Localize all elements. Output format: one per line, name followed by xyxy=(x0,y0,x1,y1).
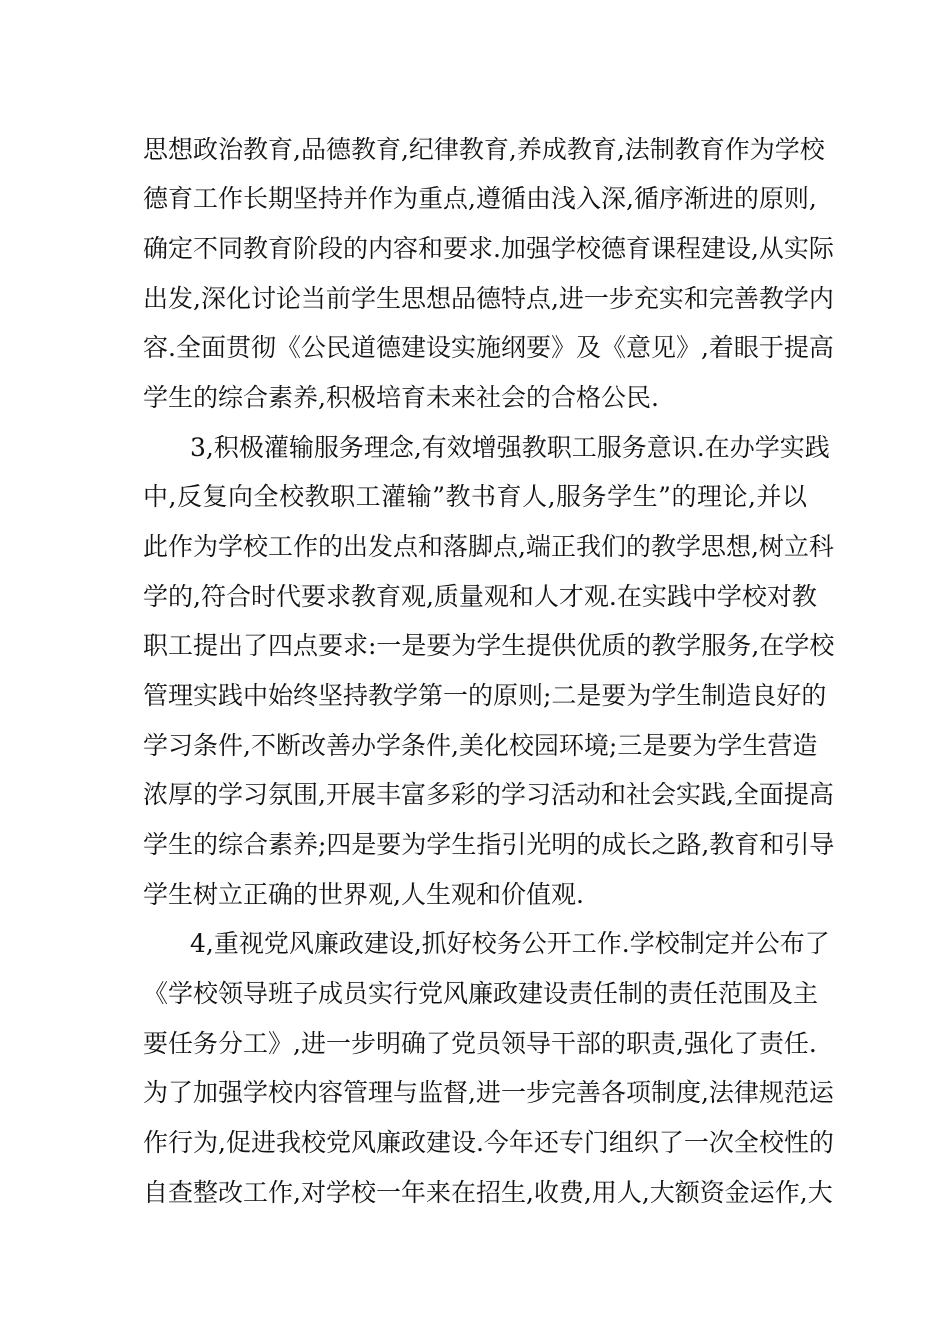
text-line: 作行为,促进我校党风廉政建设.今年还专门组织了一次全校性的 xyxy=(143,1128,834,1157)
text-line: 思想政治教育,品德教育,纪律教育,养成教育,法制教育作为学校 xyxy=(143,135,825,164)
text-line: 出发,深化讨论当前学生思想品德特点,进一步充实和完善教学内 xyxy=(143,284,834,313)
text-line: 学生的综合素养,积极培育未来社会的合格公民. xyxy=(143,383,659,412)
text-line: 学生的综合素养;四是要为学生指引光明的成长之路,教育和引导 xyxy=(143,830,835,859)
text-line: 学生树立正确的世界观,人生观和价值观. xyxy=(143,880,584,909)
paragraph-4-first-line: 4,重视党风廉政建设,抓好校务公开工作.学校制定并公布了 xyxy=(190,929,830,958)
text-line: 学习条件,不断改善办学条件,美化校园环境;三是要为学生营造 xyxy=(143,731,818,760)
text-line: 此作为学校工作的出发点和落脚点,端正我们的教学思想,树立科 xyxy=(143,532,834,561)
text-line: 容.全面贯彻《公民道德建设实施纲要》及《意见》,着眼于提高 xyxy=(143,333,834,362)
text-line: 浓厚的学习氛围,开展丰富多彩的学习活动和社会实践,全面提高 xyxy=(143,780,834,809)
text-line: 德育工作长期坚持并作为重点,遵循由浅入深,循序渐进的原则, xyxy=(143,184,817,213)
text-line: 职工提出了四点要求:一是要为学生提供优质的教学服务,在学校 xyxy=(143,631,835,660)
text-line: 《学校领导班子成员实行党风廉政建设责任制的责任范围及主 xyxy=(143,979,819,1008)
text-line: 中,反复向全校教职工灌输”教书育人,服务学生”的理论,并以 xyxy=(143,482,807,511)
text-line: 为了加强学校内容管理与监督,进一步完善各项制度,法律规范运 xyxy=(143,1078,834,1107)
text-line: 确定不同教育阶段的内容和要求.加强学校德育课程建设,从实际 xyxy=(143,234,834,263)
paragraph-3-first-line: 3,积极灌输服务理念,有效增强教职工服务意识.在办学实践 xyxy=(190,433,830,462)
text-line: 管理实践中始终坚持教学第一的原则;二是要为学生制造良好的 xyxy=(143,681,827,710)
text-line: 要任务分工》,进一步明确了党员领导干部的职责,强化了责任. xyxy=(143,1029,817,1058)
text-line: 学的,符合时代要求教育观,质量观和人才观.在实践中学校对教 xyxy=(143,582,817,611)
text-line: 自查整改工作,对学校一年来在招生,收费,用人,大额资金运作,大 xyxy=(143,1178,833,1207)
